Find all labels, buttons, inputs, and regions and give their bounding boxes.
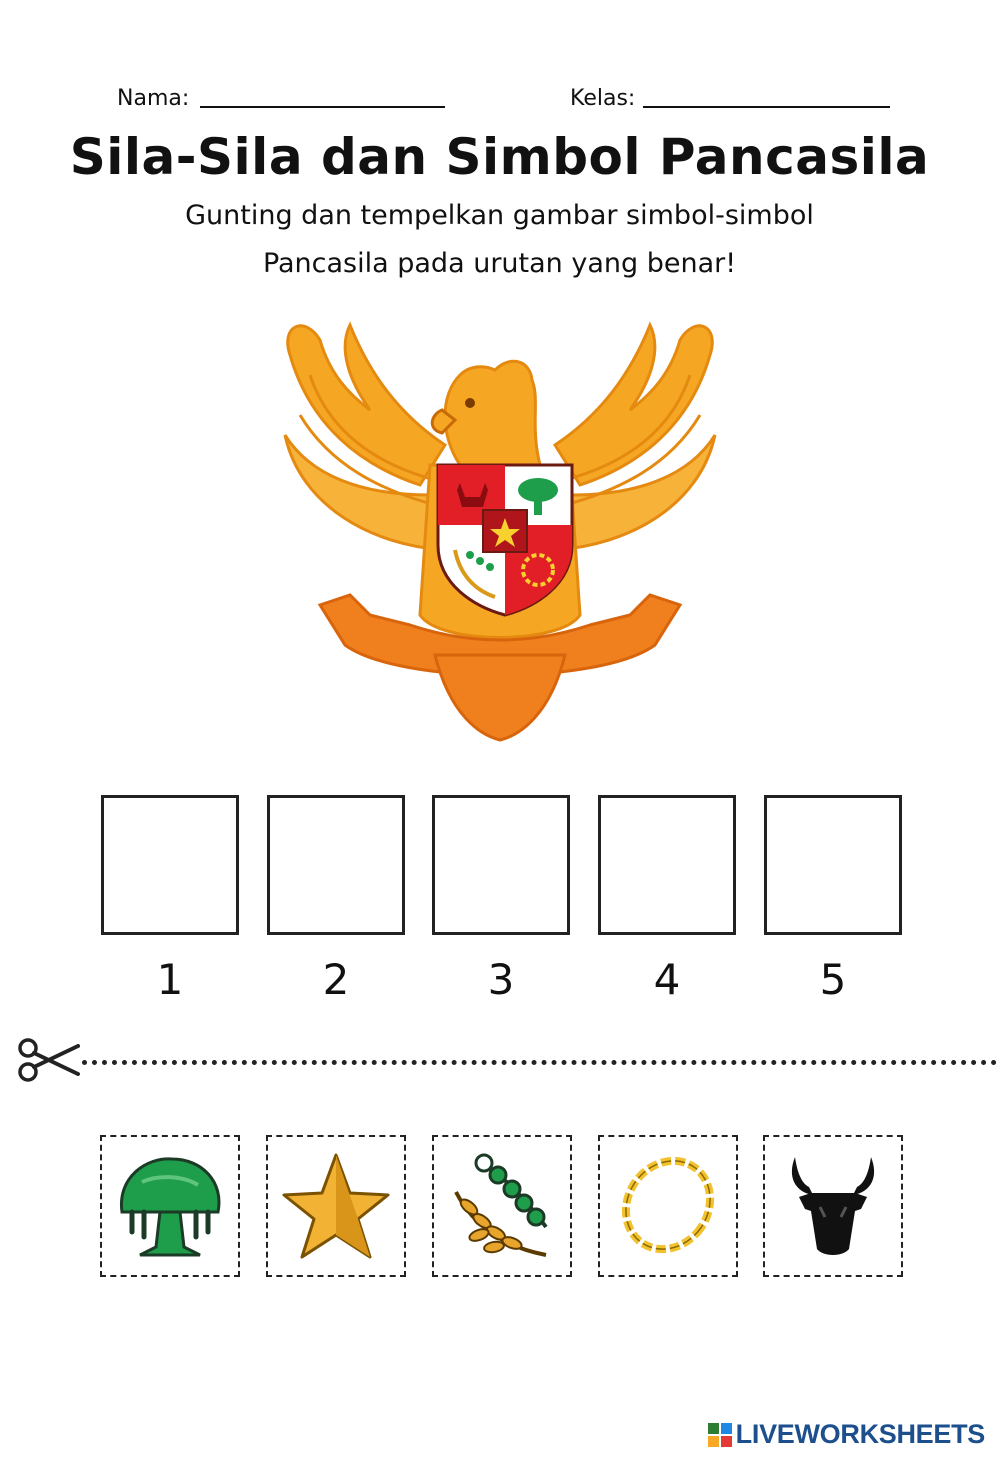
slot-number-3: 3 bbox=[487, 955, 515, 1004]
brand-logo[interactable] bbox=[708, 1419, 985, 1450]
card-5[interactable] bbox=[763, 1135, 903, 1277]
slot-number-2: 2 bbox=[322, 955, 350, 1004]
scissors-icon bbox=[16, 1038, 80, 1082]
garuda-pancasila-icon bbox=[270, 315, 730, 745]
class-field[interactable] bbox=[643, 106, 890, 108]
card-1[interactable] bbox=[100, 1135, 240, 1277]
slot-number-4: 4 bbox=[653, 955, 681, 1004]
instruction-line-1: Gunting dan tempelkan gambar simbol-simbol bbox=[185, 200, 814, 231]
class-label: Kelas: bbox=[570, 86, 636, 111]
card-4[interactable] bbox=[598, 1135, 738, 1277]
drop-box-3[interactable] bbox=[432, 795, 570, 935]
brand-name: LIVEWORKSHEETS bbox=[735, 1419, 985, 1449]
instruction-line-2: Pancasila pada urutan yang benar! bbox=[262, 248, 737, 279]
drop-box-1[interactable] bbox=[101, 795, 239, 935]
rice-and-cotton-icon bbox=[434, 1137, 570, 1275]
drop-box-2[interactable] bbox=[267, 795, 405, 935]
star-icon bbox=[268, 1137, 404, 1275]
slot-number-5: 5 bbox=[819, 955, 847, 1004]
card-3[interactable] bbox=[432, 1135, 572, 1277]
liveworksheets-logo-icon bbox=[708, 1423, 732, 1447]
banyan-tree-icon bbox=[102, 1137, 238, 1275]
drop-box-4[interactable] bbox=[598, 795, 736, 935]
page-title: Sila-Sila dan Simbol Pancasila bbox=[69, 128, 930, 186]
name-field[interactable] bbox=[200, 106, 445, 108]
drop-box-5[interactable] bbox=[764, 795, 902, 935]
bull-head-icon bbox=[765, 1137, 901, 1275]
cut-line bbox=[82, 1060, 997, 1065]
slot-number-1: 1 bbox=[156, 955, 184, 1004]
name-label: Nama: bbox=[117, 86, 190, 111]
card-2[interactable] bbox=[266, 1135, 406, 1277]
chain-icon bbox=[600, 1137, 736, 1275]
